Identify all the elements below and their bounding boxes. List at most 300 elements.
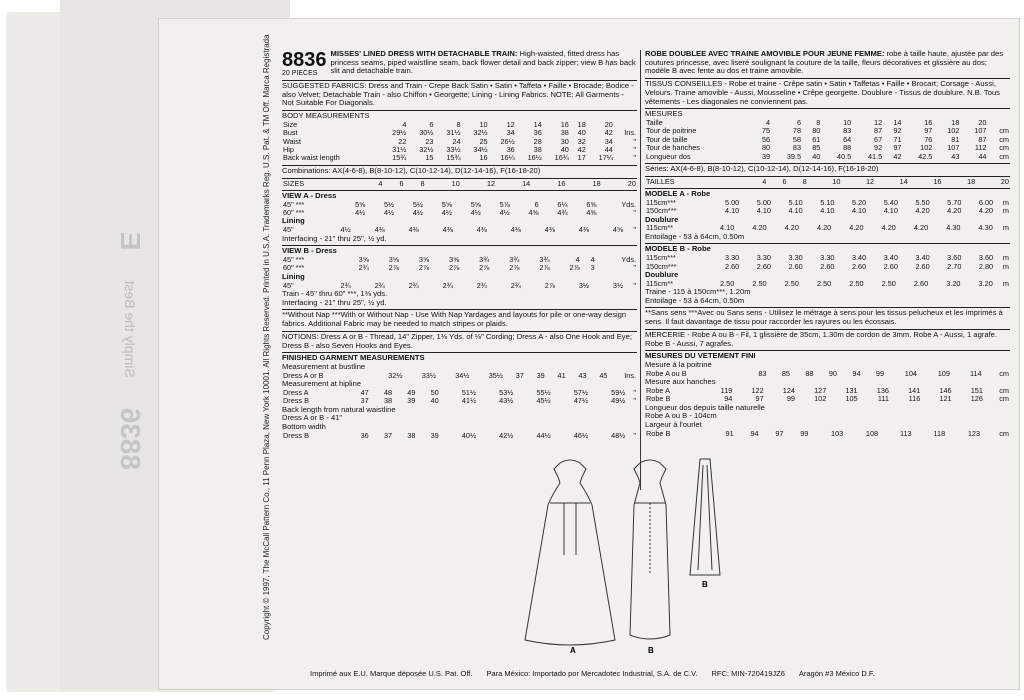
table-cell: 45" *** [283, 255, 305, 265]
table-cell: 2.50 [784, 278, 799, 288]
table-cell: 4⅝ [586, 208, 597, 218]
table-cell: 20 [1000, 176, 1009, 186]
table-row [645, 387, 1010, 395]
table-row [282, 209, 637, 217]
table-cell: 37 [515, 370, 524, 380]
table-cell: Longueur dos [646, 151, 691, 161]
table-cell: 31½ [446, 128, 461, 138]
table-cell: 2.60 [851, 261, 867, 271]
table-cell: " [633, 263, 636, 273]
copyright-vertical: Copyright © 1997, The McCall Pattern Co., 11 Penn Plaza, New York 10001. All Rights Reserved. Printed in U.S.A. Trademarks Reg. U.S. Pat. & TM Off. Marca Registrada [262, 34, 271, 640]
table-cell: 14 [522, 178, 531, 188]
table-cell: 55½ [536, 387, 551, 397]
fr-view-a-title: MODELE A - Robe [645, 189, 711, 199]
table-cell: 5⅝ [470, 199, 481, 209]
table-cell: 45" [283, 280, 294, 290]
footer [310, 669, 1000, 678]
table-cell: cm [999, 143, 1009, 153]
table-cell: 80 [812, 126, 821, 136]
fr-finished-hip [645, 387, 1010, 404]
table-cell: 76 [924, 134, 933, 144]
table-cell: " [633, 153, 636, 163]
french-column [645, 50, 1010, 438]
table-cell: 15¾ [392, 153, 407, 163]
table-cell: 16¼ [500, 153, 515, 163]
table-cell: 115cm*** [646, 253, 676, 263]
footer-address: Aragón #3 México D.F. [798, 669, 875, 678]
table-cell: 107 [974, 126, 987, 136]
table-cell: 6 [534, 199, 539, 209]
finished-title: FINISHED GARMENT MEASUREMENTS [282, 353, 425, 363]
table-cell: 3¾ [539, 255, 550, 265]
table-cell: 40 [560, 145, 569, 155]
table-cell: 2.60 [820, 261, 835, 271]
table-cell: 2⅞ [418, 263, 430, 273]
table-cell: 60" *** [283, 208, 305, 218]
footer-import: Para México: Importado por Mercadotec Industrial, S.A. de C.V. [486, 669, 698, 678]
fr-view-a-interfacing: Entoilage - 53 à 64cm, 0.50m [645, 231, 745, 241]
table-cell: 58 [792, 134, 802, 144]
table-cell: m [1002, 253, 1009, 263]
table-cell: 3⅝ [388, 255, 399, 265]
table-cell: 116 [908, 394, 921, 404]
table-cell: 92 [893, 126, 902, 136]
table-cell: 81 [951, 134, 960, 144]
table-cell: 40 [577, 128, 586, 138]
table-cell: 85 [781, 368, 790, 378]
table-cell: 2.50 [720, 278, 735, 288]
table-cell: 42½ [499, 430, 514, 440]
table-cell: 35½ [488, 370, 503, 380]
table-cell: 32 [577, 136, 586, 146]
label-a: A [570, 646, 576, 655]
table-cell: 3½ [612, 280, 624, 290]
table-cell: 49 [407, 387, 416, 397]
table-cell: 99 [875, 368, 885, 378]
table-cell: 4½ [383, 208, 395, 218]
table-cell: Robe A [646, 385, 670, 395]
table-cell: 38 [533, 145, 542, 155]
table-cell: 37 [383, 430, 393, 440]
table-cell: cm [999, 368, 1009, 378]
table-cell: " [633, 396, 636, 406]
table-cell: Bust [283, 128, 298, 138]
table-cell: 40½ [461, 430, 477, 440]
table-cell: 2¾ [476, 280, 487, 290]
fr-view-b-title: MODELE B - Robe [645, 244, 711, 254]
fr-notions: MERCERIE - Robe A ou B - Fil, 1 glissière de 35cm, 1.30m de cordon de 3mm. Robe A - Aussi, 1 agrafe. Robe B - Aussi, 7 agrafes. [645, 329, 1010, 348]
table-cell: 39 [407, 396, 416, 406]
table-cell: 4½ [499, 208, 510, 218]
table-cell: 136 [876, 385, 889, 395]
table-cell: 2⅞ [449, 263, 460, 273]
table-cell: 50 [430, 387, 439, 397]
table-cell: 88 [805, 368, 814, 378]
table-cell: 20 [604, 119, 613, 129]
table-cell: 3.20 [978, 278, 993, 288]
table-cell: 99 [786, 394, 795, 404]
table-cell: 8 [802, 176, 807, 186]
mirrored-print: 8836 Simply the Best E [115, 231, 146, 470]
table-cell: 103 [831, 428, 844, 438]
table-cell: 2.50 [881, 278, 896, 288]
table-cell: 18 [592, 178, 601, 188]
table-cell: 41 [557, 370, 566, 380]
table-cell: 2.60 [756, 261, 771, 271]
table-cell: 94 [724, 394, 733, 404]
table-cell: 10 [832, 176, 841, 186]
table-cell: 4.30 [946, 223, 961, 233]
table-cell: Robe B [646, 394, 671, 404]
table-row [645, 178, 1010, 186]
header [282, 50, 637, 78]
table-cell: 2⅞ [569, 263, 580, 273]
bust-label: Measurement at bustline [282, 361, 366, 371]
table-cell: 4.20 [978, 206, 994, 216]
table-cell: 3⅝ [418, 255, 430, 265]
table-cell: Ins. [624, 370, 636, 380]
table-cell: 6 [782, 176, 787, 186]
table-cell: 109 [937, 368, 950, 378]
table-cell: 3 [590, 263, 595, 273]
table-cell: 3.40 [883, 253, 898, 263]
table-cell: Dress B [283, 396, 309, 406]
table-cell: 4.10 [883, 206, 898, 216]
table-cell: 17¼ [598, 153, 613, 163]
footer-imprint: Imprimé aux E.U. Marque déposée U.S. Pat. Off. [310, 669, 473, 678]
table-cell: 91 [725, 428, 734, 438]
table-cell: 115cm** [646, 278, 674, 288]
table-cell: 53½ [499, 387, 514, 397]
table-cell: 90 [828, 368, 837, 378]
table-cell: 2.50 [849, 278, 864, 288]
table-cell: 39.5 [786, 151, 802, 161]
fr-view-b-train: Traine - 115 à 150cm***, 1.20m [645, 287, 751, 297]
view-a-lining-label: Lining [282, 216, 305, 226]
fr-combinations: Séries: AX(4-6-8), B(8-10-12), C(10-12-14), D(12-14-16), F(16-18-20) [645, 163, 1010, 174]
table-cell: 99 [800, 428, 809, 438]
table-cell: 44 [978, 151, 987, 161]
table-cell: 75 [761, 126, 771, 136]
table-cell: 30 [560, 136, 569, 146]
table-cell: 4 [378, 178, 383, 188]
table-cell: 20 [978, 118, 987, 128]
table-cell: 20 [627, 178, 636, 188]
table-cell: 45 [599, 370, 608, 380]
table-cell: cm [999, 151, 1009, 161]
table-cell: 12 [486, 178, 496, 188]
table-cell: 5.10 [788, 197, 803, 207]
table-cell: Size [283, 119, 298, 129]
table-cell: 17 [577, 153, 586, 163]
table-cell: 121 [939, 394, 952, 404]
table-cell: m [1002, 223, 1009, 233]
table-cell: 41½ [461, 396, 477, 406]
table-cell: 102 [814, 394, 827, 404]
table-cell: m [1002, 278, 1009, 288]
table-cell: 85 [812, 143, 821, 153]
table-cell: 2¾ [408, 280, 419, 290]
table-cell: 39 [761, 151, 771, 161]
table-cell: 107 [947, 143, 960, 153]
fr-bottom-label: Largeur à l'ourlet [645, 420, 702, 430]
table-cell: 48½ [611, 430, 626, 440]
table-cell: 10 [843, 118, 852, 128]
table-cell: 22 [398, 136, 407, 146]
table-cell: 94 [750, 428, 759, 438]
table-cell: 4½ [412, 208, 424, 218]
pattern-number: 8836 [282, 49, 327, 71]
table-cell: SIZES [283, 178, 305, 188]
table-cell: 4⅝ [528, 208, 539, 218]
table-cell: 32½ [388, 370, 403, 380]
bottom-label: Bottom width [282, 422, 326, 431]
fr-view-a-table [645, 199, 1010, 216]
table-cell: 4.30 [978, 223, 993, 233]
table-cell: 8 [420, 178, 425, 188]
sizes-table [282, 180, 637, 188]
table-cell: 42 [893, 151, 902, 161]
table-cell: 2⅞ [479, 263, 490, 273]
table-cell: m [1002, 197, 1009, 207]
table-cell: cm [999, 394, 1009, 404]
table-cell: 16 [933, 176, 942, 186]
table-cell: " [633, 208, 636, 218]
table-cell: 4¾ [557, 208, 568, 218]
table-cell: 4½ [470, 208, 481, 218]
table-cell: m [1002, 206, 1009, 216]
table-cell: Dress A or B [283, 370, 324, 380]
table-cell: 4 [590, 255, 595, 265]
table-cell: 4.20 [752, 223, 767, 233]
table-cell: 40 [430, 396, 439, 406]
table-cell: 12 [874, 118, 883, 128]
table-cell: 141 [908, 385, 921, 395]
finished-hip [282, 389, 637, 406]
table-cell: 5.70 [947, 197, 962, 207]
table-cell: Hip [283, 145, 294, 155]
table-cell: 43 [951, 151, 960, 161]
table-cell: 97 [924, 126, 933, 136]
table-cell: 48 [383, 387, 393, 397]
table-cell: 15¾ [446, 153, 461, 163]
garment-drawings [520, 455, 740, 655]
table-cell: 3.30 [820, 253, 835, 263]
table-cell: 4½ [355, 208, 366, 218]
table-cell: Dress B [283, 430, 309, 440]
table-cell: Robe A ou B [646, 368, 687, 378]
fr-back-label: Longueur dos depuis taille naturelle [645, 402, 765, 412]
table-cell: 16 [924, 118, 933, 128]
table-cell: Yds. [621, 199, 636, 209]
table-cell: 78 [792, 126, 802, 136]
fr-body-table [645, 119, 1010, 161]
table-cell: 45" *** [283, 199, 305, 209]
table-cell: 2¾ [358, 263, 369, 273]
fr-finished-bottom [645, 430, 1010, 438]
table-cell: 23 [425, 136, 434, 146]
table-cell: 83 [792, 143, 802, 153]
table-cell: 2⅞ [539, 263, 550, 273]
train-drawing [690, 459, 720, 575]
table-cell: 4 [762, 176, 767, 186]
table-cell: 28 [533, 136, 542, 146]
table-cell: 5.40 [883, 197, 898, 207]
table-cell: 3.30 [725, 253, 740, 263]
table-row [645, 153, 1010, 161]
table-cell: 113 [899, 428, 912, 438]
table-cell: 44½ [536, 430, 551, 440]
table-cell: 115cm*** [646, 197, 676, 207]
table-cell: 38 [383, 396, 393, 406]
table-cell: 3.30 [788, 253, 803, 263]
table-cell: 2.70 [947, 261, 962, 271]
table-cell: 18 [951, 118, 960, 128]
table-cell: 45½ [536, 396, 551, 406]
table-cell: " [633, 387, 636, 397]
table-cell: 32½ [473, 128, 488, 138]
table-cell: 67 [874, 134, 883, 144]
table-cell: 6 [796, 118, 802, 128]
table-cell: 16 [479, 153, 488, 163]
table-cell: 4.10 [720, 223, 735, 233]
table-cell: 4 [402, 119, 407, 129]
table-cell: 2.50 [816, 278, 832, 288]
table-cell: 2.60 [883, 261, 898, 271]
dress-a-front-drawing [525, 460, 615, 645]
table-cell: 38 [407, 430, 416, 440]
table-cell: 61 [812, 134, 821, 144]
table-cell: 2⅞ [544, 280, 555, 290]
fabrics: SUGGESTED FABRICS: Dress and Train - Crepe Back Satin • Satin • Taffeta • Faille • Brocade; Bodice - also Velvet; Detachable Train - also Chiffon • Georgette; Lining - Lining Fabrics. NOTE: All Garments - Not Suitable For Diagonals. [282, 80, 637, 108]
table-cell: " [633, 280, 636, 290]
table-cell: 80 [761, 143, 771, 153]
table-cell: Taille [646, 118, 663, 128]
table-cell: 33½ [446, 145, 461, 155]
table-cell: 2.60 [913, 278, 929, 288]
table-cell: 32½ [419, 145, 434, 155]
table-cell: 4.10 [725, 206, 740, 216]
table-cell: 5.00 [725, 197, 740, 207]
table-cell: Ins. [624, 128, 636, 138]
table-cell: 42.5 [918, 151, 933, 161]
table-cell: 71 [893, 134, 902, 144]
view-b-interfacing: Interfacing - 21" thru 25", ½ yd. [282, 297, 387, 307]
table-cell: 33½ [421, 370, 436, 380]
table-cell: 3.60 [978, 253, 994, 263]
table-cell: 2¾ [442, 280, 453, 290]
body-title: BODY MEASUREMENTS [282, 111, 370, 121]
table-cell: 16 [557, 178, 566, 188]
table-cell: 4.20 [913, 223, 929, 233]
label-b-back: B [648, 646, 654, 655]
table-cell: 10 [451, 178, 460, 188]
table-cell: " [633, 136, 636, 146]
table-cell: 4⅜ [374, 225, 385, 235]
table-cell: 2⅞ [388, 263, 399, 273]
table-cell: 92 [874, 143, 883, 153]
table-cell: Dress A [283, 387, 309, 397]
table-cell: 105 [845, 394, 858, 404]
table-cell: 34 [506, 128, 515, 138]
table-cell: 37 [360, 396, 369, 406]
table-cell: 34 [604, 136, 613, 146]
fr-body-title: MESURES [645, 109, 683, 119]
table-cell: 46½ [573, 430, 589, 440]
table-cell: 4.20 [915, 206, 930, 216]
table-cell: 3⅝ [449, 255, 460, 265]
table-cell: 56 [761, 134, 771, 144]
view-a-title: VIEW A - Dress [282, 190, 337, 200]
fr-fabrics: TISSUS CONSEILLES - Robe et traine - Crêpe satin • Satin • Taffetas • Faille • Brocart; Corsage - Aussi, Velours. Traine amovible - Aussi, Mousseline • Crêpe georgette. Doublure - Tissus de doublure. N.B. Tous vêtements - Les diagonales ne conviennent pas. [645, 78, 1010, 106]
table-cell: 87 [874, 126, 883, 136]
table-cell: 4⅜ [544, 225, 555, 235]
table-row [282, 432, 637, 440]
fr-hip-label: Mesure aux hanches [645, 377, 716, 387]
table-row [645, 207, 1010, 215]
pieces-count: 20 PIECES [282, 70, 318, 77]
combinations: Combinations: AX(4-6-8), B(8-10-12), C(10-12-14), D(12-14-16), F(16-18-20) [282, 165, 637, 176]
view-b-train: Train - 45" thru 60" ***, 1⅜ yds. [282, 288, 388, 298]
table-cell: 3.30 [756, 253, 771, 263]
table-cell: 131 [845, 385, 858, 395]
table-cell: 14 [899, 176, 908, 186]
table-cell: 4.10 [851, 206, 867, 216]
table-cell: 16 [560, 119, 569, 129]
table-cell: 5⅝ [355, 199, 366, 209]
notions: NOTIONS: Dress A or B - Thread, 14" Zipper, 1⅜ Yds. of ⅛" Cording; Dress A - also One Hook and Eye; Dress B - also Seven Hooks and Eyes. [282, 331, 637, 350]
table-cell: 36 [360, 430, 369, 440]
table-cell: 18 [967, 176, 976, 186]
table-cell: 87 [978, 134, 987, 144]
table-cell: Tour de hanches [646, 143, 700, 153]
table-cell: 10 [479, 119, 488, 129]
table-cell: 18 [577, 119, 586, 129]
table-cell: 44 [604, 145, 613, 155]
table-cell: 6 [429, 119, 434, 129]
fr-nap-note: **Sans sens ***Avec ou Sans sens - Utilisez le métrage à sens pour les tissus pelucheux et les imprimés à sens. Il faut davantage de tissu pour raccorder les rayures ou les écossais. [645, 307, 1010, 326]
table-cell: 5.20 [851, 197, 867, 207]
table-cell: Tour de poitrine [646, 126, 697, 136]
table-cell: 43 [578, 370, 587, 380]
fr-sizes-table [645, 178, 1010, 186]
table-cell: 60" *** [283, 263, 305, 273]
table-cell: 4⅜ [578, 225, 589, 235]
back-value: Dress A or B - 41" [282, 413, 343, 423]
table-row [645, 430, 1010, 438]
description: High-waisted, fitted dress has princess seams, piped waistline seam, back flower detail and back zipper; view B has back slit and detachable train. [330, 49, 636, 76]
table-cell: 4 [575, 255, 580, 265]
table-cell: 49½ [611, 396, 626, 406]
table-cell: 97 [755, 394, 764, 404]
table-cell: 6¼ [557, 199, 568, 209]
table-cell: 4.20 [816, 223, 832, 233]
table-cell: Tour de taille [646, 134, 688, 144]
table-cell: 3.60 [947, 253, 962, 263]
table-cell: 2¾ [374, 280, 385, 290]
table-cell: 24 [452, 136, 461, 146]
table-cell: 8 [816, 118, 821, 128]
table-cell: 115cm** [646, 223, 674, 233]
table-cell: 102 [920, 143, 933, 153]
table-cell: 97 [893, 143, 902, 153]
table-row [282, 180, 637, 188]
body-table [282, 121, 637, 163]
table-cell: 2¾ [340, 280, 351, 290]
table-cell: 4.20 [881, 223, 896, 233]
table-cell: 12 [506, 119, 515, 129]
table-cell: 83 [843, 126, 852, 136]
